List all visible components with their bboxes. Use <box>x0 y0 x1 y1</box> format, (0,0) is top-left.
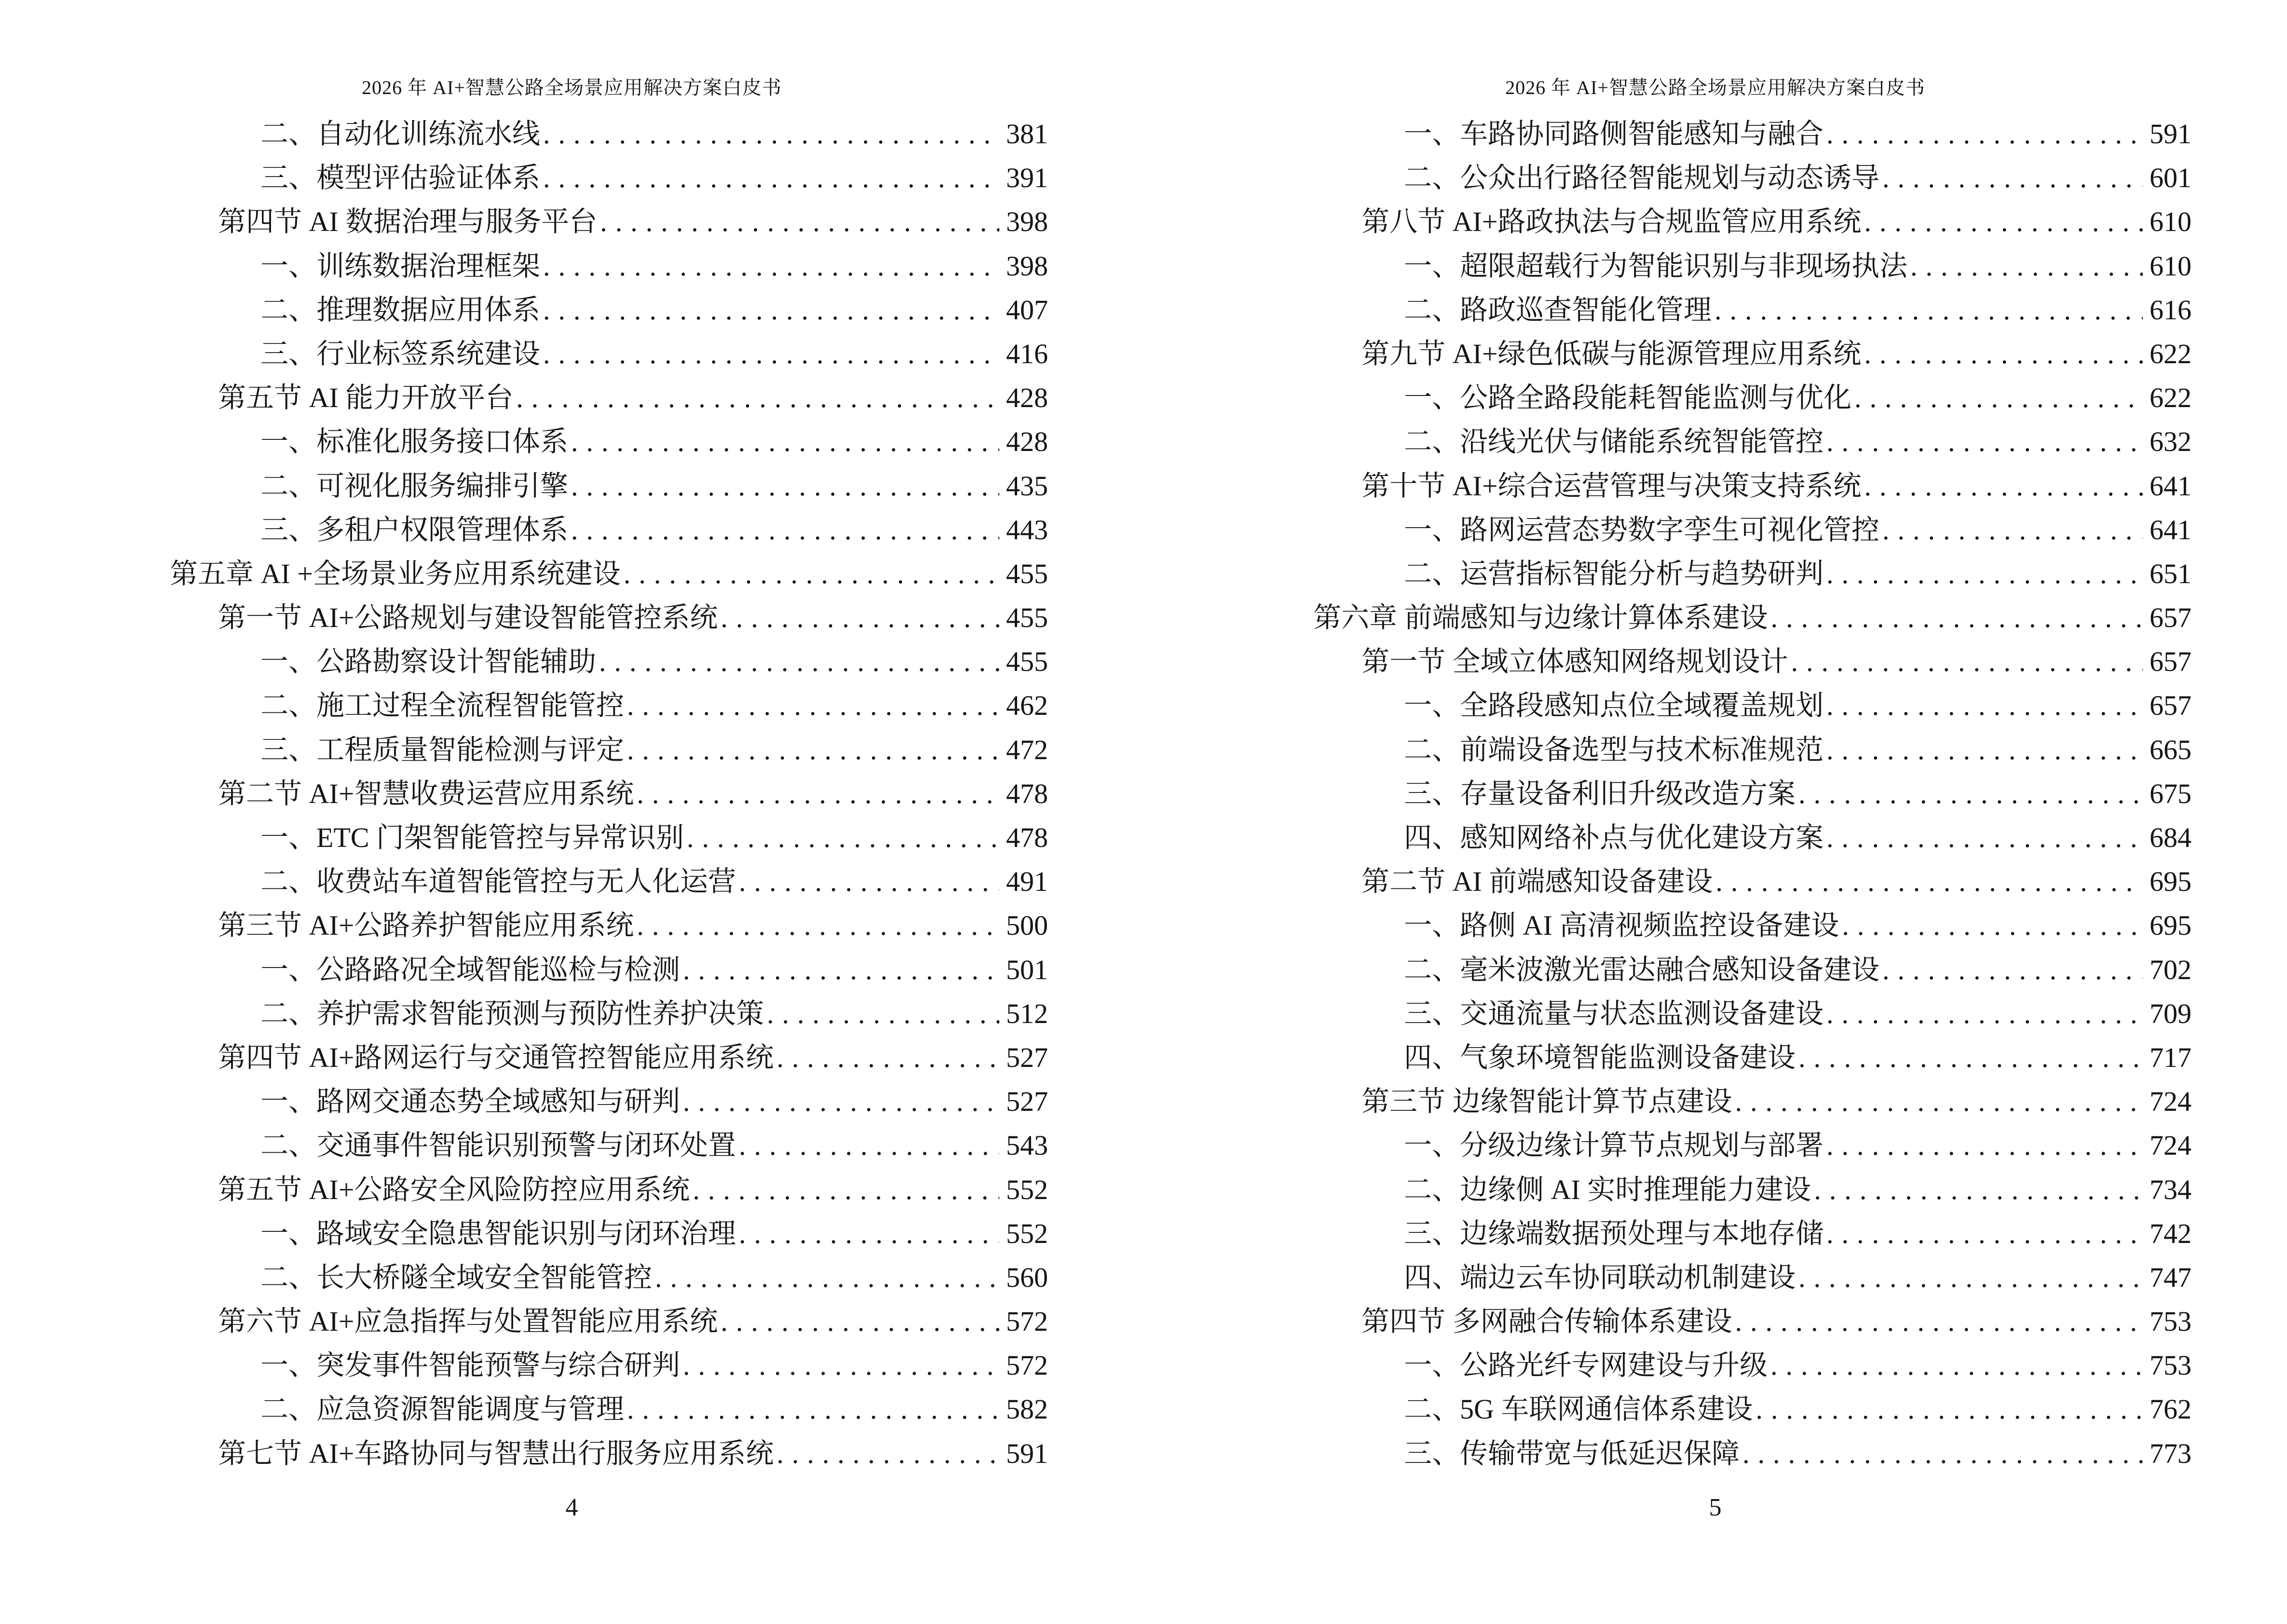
toc-entry[interactable] <box>1313 683 2192 727</box>
toc-entry-page: 717 <box>2150 1041 2192 1073</box>
dot-leader <box>1798 772 2143 816</box>
toc-entry-page: 753 <box>2150 1306 2192 1337</box>
toc-entry-page: 753 <box>2150 1350 2192 1381</box>
toc-entry[interactable] <box>170 420 1048 464</box>
toc-entry-page: 428 <box>1006 382 1048 414</box>
toc-entry-title: 二、收费站车道智能管控与无人化运营 <box>260 866 736 898</box>
toc-entry-title: 第八节 AI+路政执法与合规监管应用系统 <box>1361 206 1862 238</box>
toc-entry-page: 695 <box>2150 866 2192 898</box>
toc-entry[interactable] <box>1313 1123 2192 1167</box>
toc-entry-title: 三、边缘端数据预处理与本地存储 <box>1404 1217 1824 1249</box>
dot-leader <box>571 508 999 552</box>
toc-entry-page: 527 <box>1006 1086 1048 1118</box>
toc-entry[interactable] <box>1313 1387 2192 1431</box>
toc-entry-title: 二、可视化服务编排引擎 <box>260 470 569 502</box>
toc-entry-page: 601 <box>2150 162 2192 194</box>
dot-leader <box>683 1343 999 1387</box>
dot-leader <box>1798 1036 2143 1079</box>
dot-leader <box>1854 376 2143 420</box>
toc-entry-page: 610 <box>2150 206 2192 238</box>
dot-leader <box>1770 1343 2143 1387</box>
dot-leader <box>687 816 999 860</box>
toc-entry-page: 407 <box>1006 294 1048 326</box>
toc-entry-page: 572 <box>1006 1306 1048 1337</box>
toc-entry-title: 一、全路段感知点位全域覆盖规划 <box>1404 690 1824 722</box>
toc-entry-page: 428 <box>1006 426 1048 458</box>
dot-leader <box>599 640 999 683</box>
toc-entry[interactable] <box>170 1036 1048 1079</box>
toc-entry-page: 455 <box>1006 602 1048 634</box>
toc-entry[interactable] <box>1313 508 2192 552</box>
toc-entry[interactable] <box>1313 376 2192 420</box>
dot-leader <box>1864 464 2143 508</box>
toc-entry-title: 一、标准化服务接口体系 <box>260 426 569 458</box>
toc-entry-title: 一、路域安全隐患智能识别与闭环治理 <box>260 1217 736 1249</box>
toc-entry[interactable] <box>1313 728 2192 772</box>
page-header-title: 2026 年 AI+智慧公路全场景应用解决方案白皮书 <box>362 77 782 98</box>
toc-entry-page: 747 <box>2150 1261 2192 1293</box>
dot-leader <box>600 200 999 244</box>
toc-entry-title: 第四节 多网融合传输体系建设 <box>1361 1306 1732 1337</box>
toc-entry-page: 724 <box>2150 1130 2192 1161</box>
toc-entry[interactable] <box>1313 1079 2192 1123</box>
dot-leader <box>1882 948 2143 992</box>
toc-entry-title: 第二节 AI 前端感知设备建设 <box>1361 866 1713 898</box>
toc-entry-title: 二、5G 车联网通信体系建设 <box>1404 1393 1753 1425</box>
toc-entry-title: 一、公路路况全域智能巡检与检测 <box>260 954 681 985</box>
toc-entry-title: 三、工程质量智能检测与评定 <box>260 734 625 765</box>
toc-entry-page: 416 <box>1006 338 1048 369</box>
toc-entry-title: 四、气象环境智能监测设备建设 <box>1404 1041 1796 1073</box>
toc-entry[interactable] <box>170 728 1048 772</box>
toc-entry-page: 610 <box>2150 250 2192 282</box>
toc-entry[interactable] <box>1313 244 2192 288</box>
toc-entry-page: 651 <box>2150 558 2192 589</box>
dot-leader <box>543 156 999 200</box>
toc-entry-page: 641 <box>2150 514 2192 546</box>
toc-entry-title: 三、交通流量与状态监测设备建设 <box>1404 997 1824 1029</box>
toc-entry-page: 616 <box>2150 294 2192 326</box>
toc-entry-title: 二、交通事件智能识别预警与闭环处置 <box>260 1130 736 1161</box>
toc-entry-page: 527 <box>1006 1041 1048 1073</box>
toc-entry-title: 二、应急资源智能调度与管理 <box>260 1393 625 1425</box>
toc-entry[interactable] <box>170 948 1048 992</box>
toc-entry-page: 724 <box>2150 1086 2192 1118</box>
toc-entry-page: 398 <box>1006 250 1048 282</box>
toc-entry-title: 一、路侧 AI 高清视频监控设备建设 <box>1404 910 1839 942</box>
toc-entry[interactable] <box>170 903 1048 947</box>
toc-entry[interactable] <box>170 772 1048 816</box>
toc-entry[interactable] <box>1313 1432 2192 1475</box>
toc-entry[interactable] <box>170 1432 1048 1475</box>
toc-entry-title: 二、毫米波激光雷达融合感知设备建设 <box>1404 954 1880 985</box>
toc-entry-page: 472 <box>1006 734 1048 765</box>
dot-leader <box>655 1256 999 1299</box>
toc-entry-title: 一、ETC 门架智能管控与异常识别 <box>260 822 684 853</box>
toc-entry-title: 二、边缘侧 AI 实时推理能力建设 <box>1404 1174 1811 1205</box>
toc-entry[interactable] <box>1313 552 2192 596</box>
toc-entry-title: 第九节 AI+绿色低碳与能源管理应用系统 <box>1361 338 1862 369</box>
toc-entry-title: 二、前端设备选型与技术标准规范 <box>1404 734 1824 765</box>
dot-leader <box>516 376 999 420</box>
toc-entry-title: 二、运营指标智能分析与趋势研判 <box>1404 558 1824 589</box>
toc-entry-title: 第五节 AI 能力开放平台 <box>218 382 514 414</box>
toc-entry[interactable] <box>170 376 1048 420</box>
toc-entry-title: 一、分级边缘计算节点规划与部署 <box>1404 1130 1824 1161</box>
toc-page-right <box>1144 0 2287 1624</box>
toc-entry[interactable] <box>1313 1256 2192 1299</box>
toc-entry-page: 500 <box>1006 910 1048 942</box>
toc-entry[interactable] <box>170 596 1048 640</box>
toc-entry[interactable] <box>1313 464 2192 508</box>
toc-entry-page: 709 <box>2150 997 2192 1029</box>
toc-entry-page: 641 <box>2150 470 2192 502</box>
toc-entry[interactable] <box>1313 992 2192 1036</box>
dot-leader <box>637 772 999 816</box>
toc-entry-page: 435 <box>1006 470 1048 502</box>
toc-entry-title: 第二节 AI+智慧收费运营应用系统 <box>218 778 634 809</box>
toc-entry-title: 第四节 AI+路网运行与交通管控智能应用系统 <box>218 1041 774 1073</box>
toc-entry-page: 657 <box>2150 646 2192 678</box>
dot-leader <box>543 332 999 376</box>
toc-entry[interactable] <box>1313 200 2192 244</box>
toc-entry[interactable] <box>170 200 1048 244</box>
toc-entry-page: 695 <box>2150 910 2192 942</box>
toc-entry[interactable] <box>170 1387 1048 1431</box>
dot-leader <box>571 464 999 508</box>
dot-leader <box>1826 552 2143 596</box>
toc-entry[interactable] <box>1313 1212 2192 1256</box>
dot-leader <box>1826 420 2143 464</box>
toc-entry[interactable] <box>170 683 1048 727</box>
dot-leader <box>1715 288 2143 332</box>
toc-entry[interactable] <box>1313 156 2192 200</box>
toc-entry-page: 582 <box>1006 1393 1048 1425</box>
toc-entry[interactable] <box>1313 1036 2192 1079</box>
toc-entry[interactable] <box>170 992 1048 1036</box>
page-number: 5 <box>1709 1494 1722 1521</box>
toc-entry[interactable] <box>1313 640 2192 683</box>
toc-entry-title: 一、训练数据治理框架 <box>260 250 541 282</box>
toc-entry-page: 622 <box>2150 382 2192 414</box>
dot-leader <box>624 552 999 596</box>
dot-leader <box>1826 1212 2143 1256</box>
dot-leader <box>739 860 999 903</box>
toc-entry-page: 572 <box>1006 1350 1048 1381</box>
toc-entry-title: 一、路网运营态势数字孪生可视化管控 <box>1404 514 1880 546</box>
dot-leader <box>721 1299 999 1343</box>
toc-entry[interactable] <box>1313 1168 2192 1212</box>
toc-entry-title: 第四节 AI 数据治理与服务平台 <box>218 206 598 238</box>
toc-entry[interactable] <box>170 156 1048 200</box>
dot-leader <box>776 1036 999 1079</box>
toc-entry[interactable] <box>1313 288 2192 332</box>
dot-leader <box>1814 1168 2143 1212</box>
dot-leader <box>1715 860 2143 903</box>
toc-entry-page: 622 <box>2150 338 2192 369</box>
dot-leader <box>1864 332 2143 376</box>
toc-entry[interactable] <box>170 1256 1048 1299</box>
toc-entry[interactable] <box>170 640 1048 683</box>
toc-entry-title: 三、模型评估验证体系 <box>260 162 541 194</box>
dot-leader <box>1735 1079 2143 1123</box>
toc-entry-title: 三、多租户权限管理体系 <box>260 514 569 546</box>
toc-entry[interactable] <box>170 332 1048 376</box>
toc-entry[interactable] <box>1313 112 2192 156</box>
dot-leader <box>683 1079 999 1123</box>
toc-entry-title: 四、感知网络补点与优化建设方案 <box>1404 822 1824 853</box>
toc-entry-page: 675 <box>2150 778 2192 809</box>
dot-leader <box>543 112 999 156</box>
toc-entry-page: 591 <box>1006 1437 1048 1469</box>
toc-entry[interactable] <box>1313 948 2192 992</box>
toc-entry-title: 二、长大桥隧全域安全智能管控 <box>260 1261 653 1293</box>
toc-entry[interactable] <box>170 288 1048 332</box>
dot-leader <box>739 1212 999 1256</box>
toc-entry-title: 第一节 AI+公路规划与建设智能管控系统 <box>218 602 718 634</box>
toc-entry-page: 391 <box>1006 162 1048 194</box>
dot-leader <box>1735 1299 2143 1343</box>
toc-list-left <box>170 112 1048 1475</box>
toc-entry[interactable] <box>170 1123 1048 1167</box>
dot-leader <box>776 1432 999 1475</box>
toc-entry[interactable] <box>170 1343 1048 1387</box>
toc-entry-title: 四、端边云车协同联动机制建设 <box>1404 1261 1796 1293</box>
toc-entry-title: 三、存量设备利旧升级改造方案 <box>1404 778 1796 809</box>
toc-entry-page: 657 <box>2150 690 2192 722</box>
dot-leader <box>1742 1432 2143 1475</box>
dot-leader <box>693 1168 999 1212</box>
toc-entry-title: 第三节 AI+公路养护智能应用系统 <box>218 910 634 942</box>
toc-entry[interactable] <box>170 1168 1048 1212</box>
toc-entry[interactable] <box>170 1212 1048 1256</box>
toc-entry-page: 762 <box>2150 1393 2192 1425</box>
toc-entry-title: 二、自动化训练流水线 <box>260 118 541 150</box>
toc-entry-title: 一、路网交通态势全域感知与研判 <box>260 1086 681 1118</box>
dot-leader <box>1826 1123 2143 1167</box>
toc-entry[interactable] <box>1313 420 2192 464</box>
toc-entry-page: 702 <box>2150 954 2192 985</box>
dot-leader <box>627 683 999 727</box>
toc-entry-page: 543 <box>1006 1130 1048 1161</box>
toc-entry[interactable] <box>170 508 1048 552</box>
toc-entry[interactable] <box>170 464 1048 508</box>
toc-entry-page: 734 <box>2150 1174 2192 1205</box>
toc-entry[interactable] <box>1313 772 2192 816</box>
toc-entry[interactable] <box>1313 903 2192 947</box>
dot-leader <box>1826 816 2143 860</box>
toc-entry-page: 455 <box>1006 558 1048 589</box>
dot-leader <box>1826 728 2143 772</box>
toc-entry-page: 381 <box>1006 118 1048 150</box>
toc-entry-page: 552 <box>1006 1174 1048 1205</box>
toc-entry-page: 665 <box>2150 734 2192 765</box>
dot-leader <box>1791 640 2143 683</box>
toc-entry[interactable] <box>1313 1343 2192 1387</box>
toc-entry-title: 二、路政巡查智能化管理 <box>1404 294 1712 326</box>
toc-entry-page: 773 <box>2150 1437 2192 1469</box>
dot-leader <box>1910 244 2143 288</box>
dot-leader <box>683 948 999 992</box>
toc-entry-page: 560 <box>1006 1261 1048 1293</box>
toc-entry[interactable] <box>1313 1299 2192 1343</box>
toc-entry-page: 398 <box>1006 206 1048 238</box>
toc-entry-page: 455 <box>1006 646 1048 678</box>
toc-entry-title: 二、养护需求智能预测与预防性养护决策 <box>260 997 764 1029</box>
dot-leader <box>1842 903 2143 947</box>
toc-entry-page: 552 <box>1006 1217 1048 1249</box>
toc-entry-page: 443 <box>1006 514 1048 546</box>
toc-entry[interactable] <box>170 860 1048 903</box>
dot-leader <box>543 244 999 288</box>
toc-entry-title: 第十节 AI+综合运营管理与决策支持系统 <box>1361 470 1862 502</box>
toc-entry-title: 二、施工过程全流程智能管控 <box>260 690 625 722</box>
toc-entry-title: 一、突发事件智能预警与综合研判 <box>260 1350 681 1381</box>
dot-leader <box>1882 508 2143 552</box>
toc-entry[interactable] <box>170 816 1048 860</box>
toc-entry-page: 478 <box>1006 822 1048 853</box>
dot-leader <box>767 992 999 1036</box>
toc-entry-page: 591 <box>2150 118 2192 150</box>
page-header-title: 2026 年 AI+智慧公路全场景应用解决方案白皮书 <box>1505 77 1925 98</box>
toc-list-right <box>1313 112 2192 1475</box>
toc-entry[interactable] <box>1313 860 2192 903</box>
toc-entry-title: 第六章 前端感知与边缘计算体系建设 <box>1313 602 1768 634</box>
toc-entry-title: 第五节 AI+公路安全风险防控应用系统 <box>218 1174 690 1205</box>
toc-entry-page: 501 <box>1006 954 1048 985</box>
toc-entry[interactable] <box>1313 332 2192 376</box>
toc-entry-title: 一、公路勘察设计智能辅助 <box>260 646 597 678</box>
dot-leader <box>1826 683 2143 727</box>
toc-entry-page: 462 <box>1006 690 1048 722</box>
toc-entry-title: 第一节 全域立体感知网络规划设计 <box>1361 646 1788 678</box>
dot-leader <box>543 288 999 332</box>
toc-entry-title: 第七节 AI+车路协同与智慧出行服务应用系统 <box>218 1437 774 1469</box>
toc-entry-title: 三、行业标签系统建设 <box>260 338 541 369</box>
dot-leader <box>721 596 999 640</box>
toc-entry[interactable] <box>170 1299 1048 1343</box>
dot-leader <box>571 420 999 464</box>
dot-leader <box>627 1387 999 1431</box>
toc-entry-title: 二、公众出行路径智能规划与动态诱导 <box>1404 162 1880 194</box>
dot-leader <box>1798 1256 2143 1299</box>
dot-leader <box>1864 200 2143 244</box>
toc-entry-title: 第三节 边缘智能计算节点建设 <box>1361 1086 1732 1118</box>
toc-entry-title: 二、沿线光伏与储能系统智能管控 <box>1404 426 1824 458</box>
toc-entry-title: 三、传输带宽与低延迟保障 <box>1404 1437 1740 1469</box>
toc-entry-page: 512 <box>1006 997 1048 1029</box>
toc-entry-title: 一、车路协同路侧智能感知与融合 <box>1404 118 1824 150</box>
toc-entry[interactable] <box>170 244 1048 288</box>
toc-entry-title: 一、公路全路段能耗智能监测与优化 <box>1404 382 1852 414</box>
toc-entry[interactable] <box>170 112 1048 156</box>
toc-entry-title: 第五章 AI +全场景业务应用系统建设 <box>170 558 621 589</box>
toc-entry[interactable] <box>1313 596 2192 640</box>
toc-entry-title: 二、推理数据应用体系 <box>260 294 541 326</box>
toc-entry-page: 478 <box>1006 778 1048 809</box>
dot-leader <box>1826 992 2143 1036</box>
dot-leader <box>1756 1387 2143 1431</box>
dot-leader <box>739 1123 999 1167</box>
toc-entry-page: 491 <box>1006 866 1048 898</box>
toc-entry-page: 742 <box>2150 1217 2192 1249</box>
dot-leader <box>637 903 999 947</box>
toc-entry-page: 684 <box>2150 822 2192 853</box>
toc-entry[interactable] <box>1313 816 2192 860</box>
toc-entry-title: 一、公路光纤专网建设与升级 <box>1404 1350 1768 1381</box>
toc-entry-page: 657 <box>2150 602 2192 634</box>
toc-entry[interactable] <box>170 552 1048 596</box>
toc-entry-title: 第六节 AI+应急指挥与处置智能应用系统 <box>218 1306 718 1337</box>
dot-leader <box>1771 596 2143 640</box>
dot-leader <box>1826 112 2143 156</box>
toc-entry[interactable] <box>170 1079 1048 1123</box>
dot-leader <box>1882 156 2143 200</box>
page-number: 4 <box>565 1494 578 1521</box>
dot-leader <box>627 728 999 772</box>
toc-entry-title: 一、超限超载行为智能识别与非现场执法 <box>1404 250 1908 282</box>
toc-entry-page: 632 <box>2150 426 2192 458</box>
